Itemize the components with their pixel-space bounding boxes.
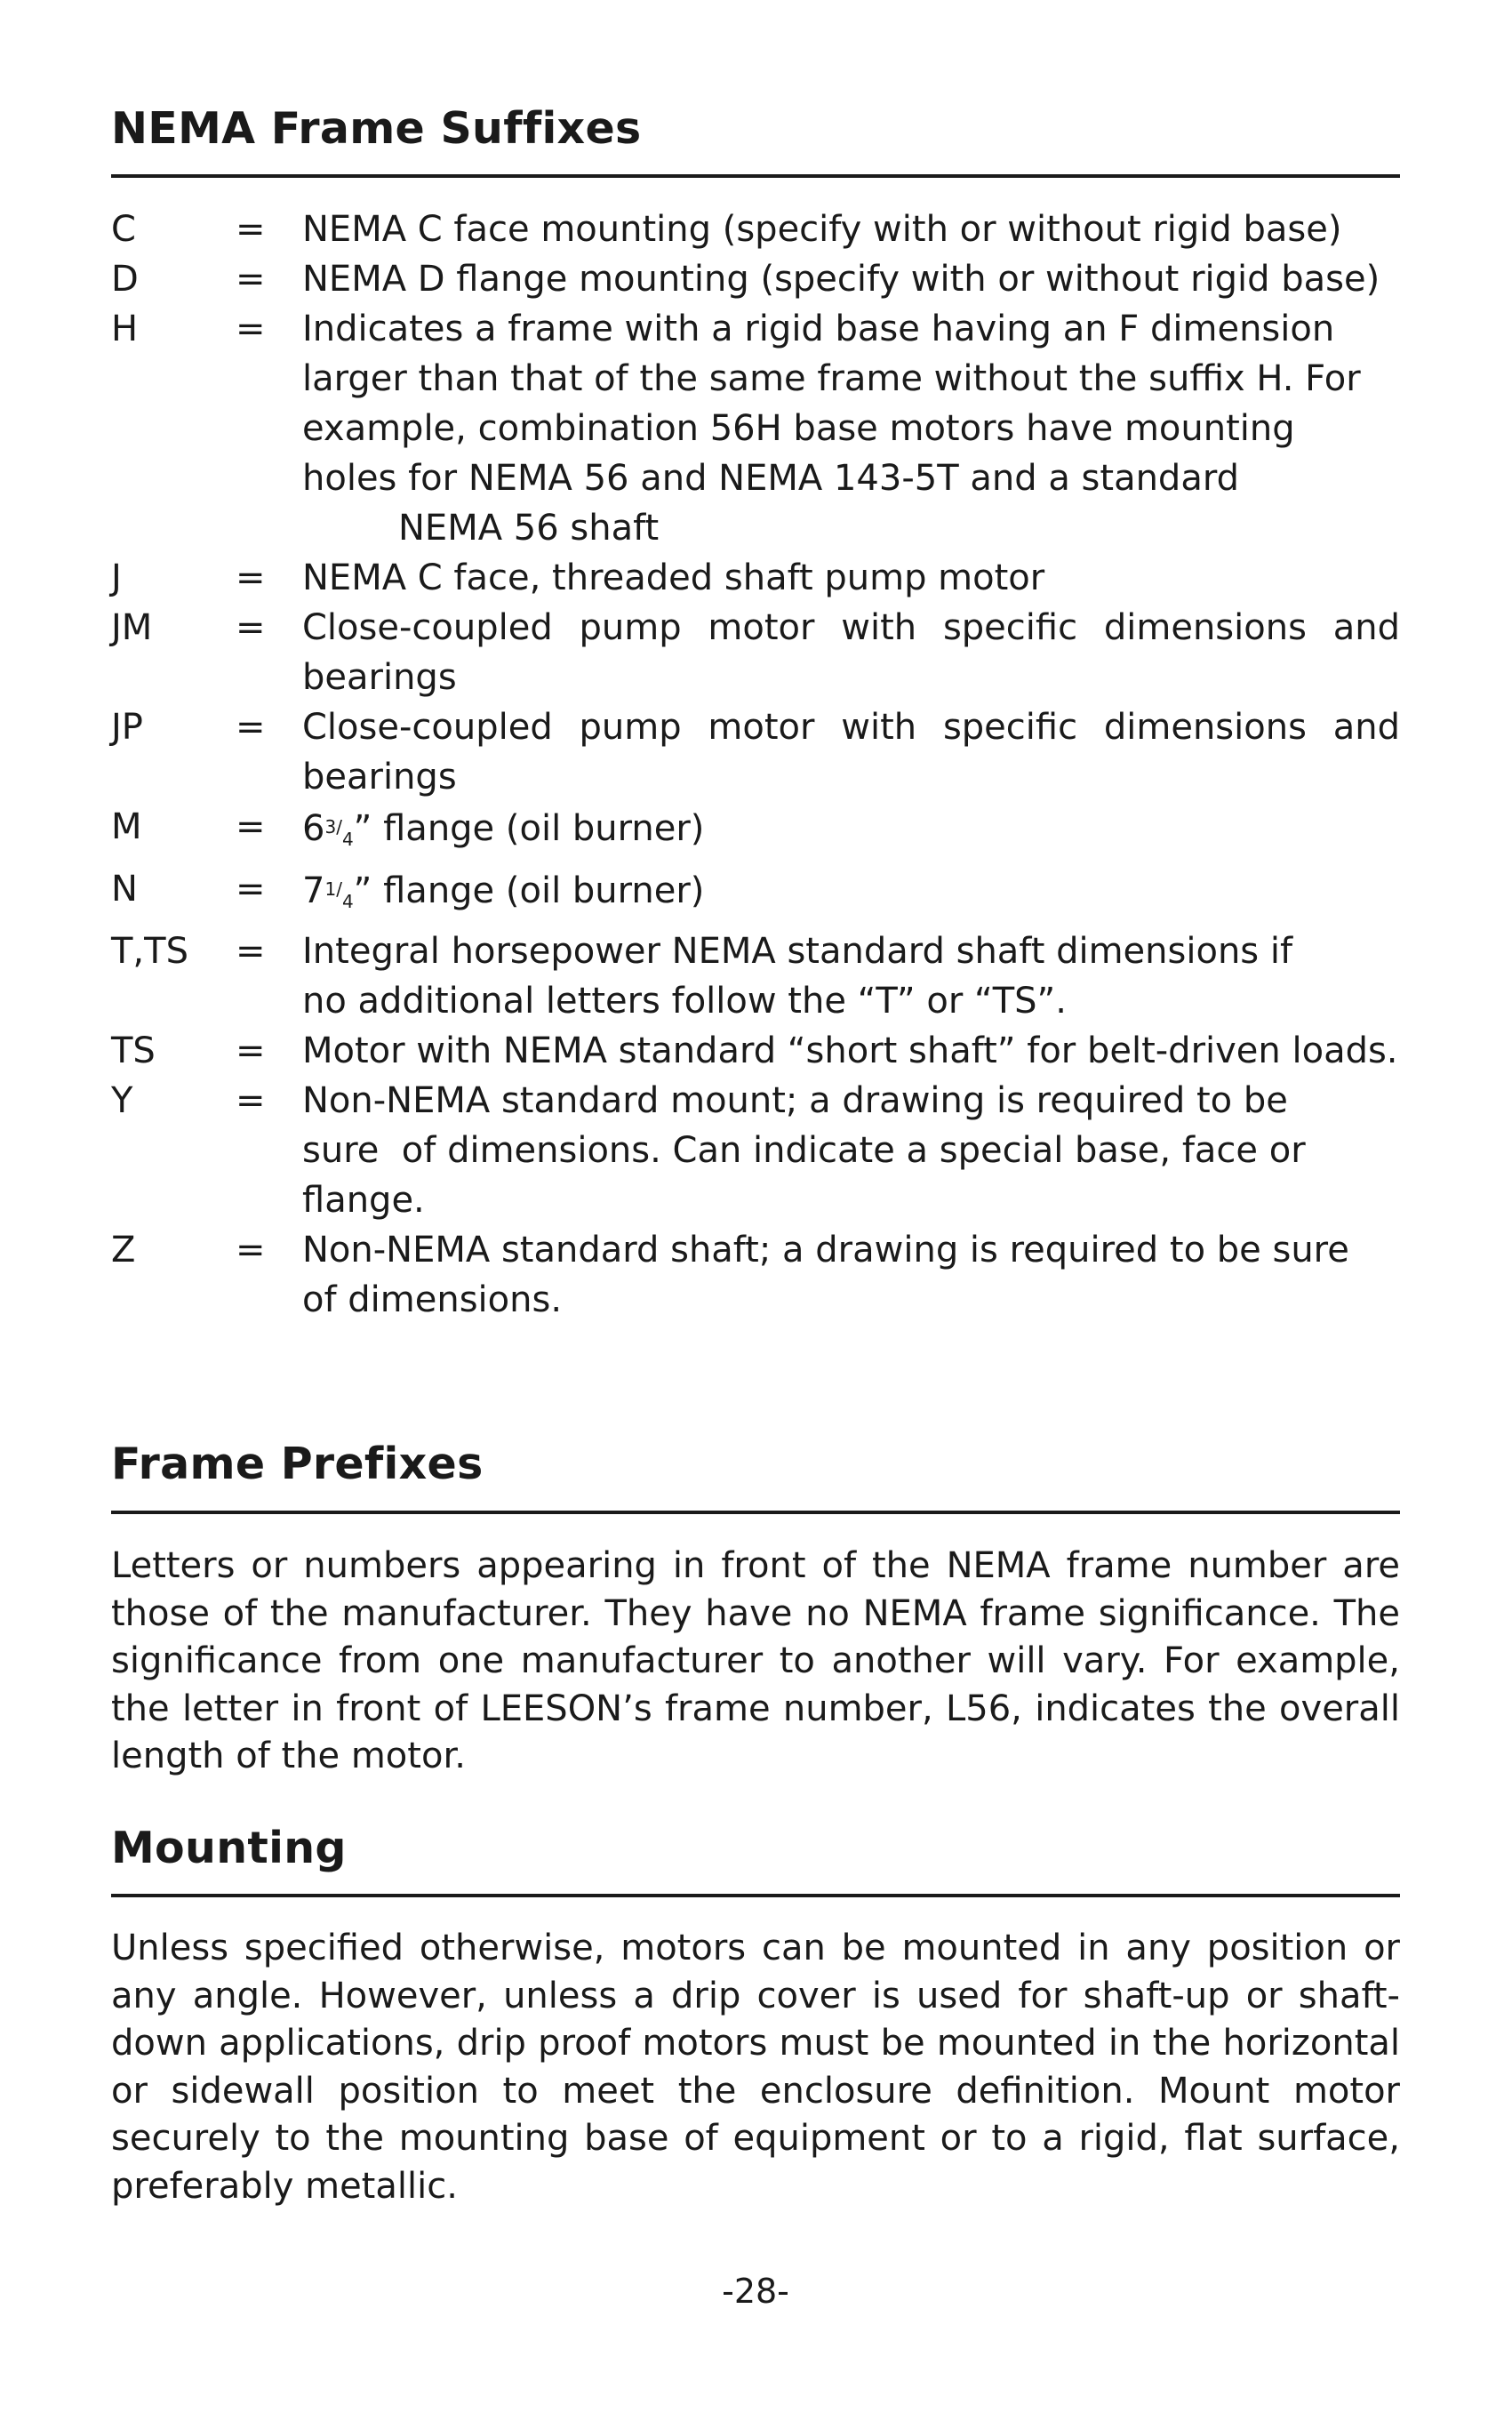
suffix-description-line: flange. — [302, 1180, 425, 1221]
suffix-list — [111, 204, 1400, 1325]
equals-sign: = — [236, 607, 266, 648]
suffix-description-text: ” flange (oil burner) — [353, 870, 705, 911]
equals-sign: = — [236, 1080, 266, 1121]
suffix-code: Y — [111, 1080, 133, 1121]
suffix-description: Motor with NEMA standard “short shaft” for belt-driven loads. — [302, 1030, 1398, 1071]
suffix-description-line: of dimensions. — [302, 1279, 563, 1320]
equals-sign: = — [236, 557, 266, 598]
suffix-description-line: Non-NEMA standard mount; a drawing is required to be — [302, 1080, 1288, 1121]
equals-sign: = — [236, 869, 266, 910]
section-divider — [111, 174, 1400, 178]
suffix-description: NEMA D flange mounting (specify with or without rigid base) — [302, 259, 1380, 300]
section-divider — [111, 1894, 1400, 1897]
suffix-code: T,TS — [111, 931, 188, 972]
suffix-description-line: Non-NEMA standard shaft; a drawing is required to be sure — [302, 1230, 1349, 1271]
equals-sign: = — [236, 259, 266, 300]
suffix-row-jp — [111, 702, 1400, 802]
equals-sign: = — [236, 1030, 266, 1071]
suffix-description — [302, 1225, 1400, 1325]
suffix-row-ts — [111, 1026, 1400, 1076]
suffix-code: D — [111, 259, 139, 300]
suffix-description-line: Indicates a frame with a rigid base having an F dimension larger than that of the same frame without the suffix H. For example, combination 56H base motors have mounting holes for NEMA 56 and NEMA 143-5T and a standard — [302, 309, 1361, 499]
equals-sign: = — [236, 309, 266, 349]
suffix-row-z — [111, 1225, 1400, 1325]
suffix-code: Z — [111, 1230, 136, 1271]
suffix-row-t-ts — [111, 926, 1400, 1026]
suffix-description: Close-coupled pump motor with specific dimensions and bearings — [302, 607, 1400, 698]
suffix-row-m — [111, 802, 1400, 864]
suffix-row-jm — [111, 603, 1400, 702]
fraction-numerator: 1 — [324, 878, 337, 900]
fraction-whole: 6 — [302, 808, 325, 849]
equals-sign: = — [236, 806, 266, 847]
suffix-description-line-indented: NEMA 56 shaft — [398, 508, 660, 549]
suffix-description: $7^{1/}4$” flange (oil burner) — [302, 870, 705, 912]
equals-sign: = — [236, 931, 266, 972]
page-number: -28- — [722, 2272, 789, 2311]
suffix-code: J — [111, 557, 122, 598]
suffix-description: Close-coupled pump motor with specific dimensions and bearings — [302, 707, 1400, 798]
suffix-description-line: sure of dimensions. Can indicate a special base, face or — [302, 1130, 1306, 1171]
suffix-description: NEMA C face mounting (specify with or without rigid base) — [302, 209, 1342, 250]
suffix-description-line: no additional letters follow the “T” or “TS”. — [302, 981, 1067, 1022]
suffix-code: C — [111, 209, 136, 250]
frame-prefixes-paragraph: Letters or numbers appearing in front of the NEMA frame number are those of the manufacturer. They have no NEMA frame significance. The significance from one manufacturer to another will vary. For example, the letter in front of LEESON’s frame number, L56, indicates the overall length of the motor. — [111, 1545, 1400, 1776]
equals-sign: = — [236, 1230, 266, 1271]
suffix-description — [302, 926, 1400, 1026]
section-title-frame-prefixes: Frame Prefixes — [111, 1439, 484, 1489]
section-divider — [111, 1511, 1400, 1514]
equals-sign: = — [236, 209, 266, 250]
fraction-whole: 7 — [302, 870, 325, 911]
suffix-row-n — [111, 864, 1400, 926]
suffix-description — [302, 304, 1400, 553]
suffix-row-d — [111, 254, 1400, 304]
fraction-numerator: 3 — [324, 816, 337, 838]
suffix-row-c — [111, 204, 1400, 254]
suffix-description — [302, 1076, 1400, 1225]
suffix-description-text: ” flange (oil burner) — [353, 808, 705, 849]
section-title-nema-frame-suffixes: NEMA Frame Suffixes — [111, 103, 642, 154]
suffix-code: JM — [111, 607, 153, 648]
fraction-denominator: 4 — [341, 891, 354, 912]
equals-sign: = — [236, 707, 266, 748]
suffix-description-line: Integral horsepower NEMA standard shaft dimensions if — [302, 931, 1293, 972]
suffix-code: M — [111, 806, 142, 847]
section-title-mounting: Mounting — [111, 1823, 347, 1873]
suffix-description: $6^{3/}4$” flange (oil burner) — [302, 808, 705, 850]
suffix-row-h — [111, 304, 1400, 553]
fraction-denominator: 4 — [341, 829, 354, 850]
suffix-code: H — [111, 309, 139, 349]
mounting-paragraph: Unless specified otherwise, motors can be mounted in any position or any angle. However, unless a drip cover is used for shaft-up or shaft-down applications, drip proof motors must be mounted in the horizontal or sidewall position to meet the enclosure definition. Mount motor securely to the mounting base of equipment or to a rigid, flat surface, preferably metallic. — [111, 1928, 1400, 2207]
suffix-code: N — [111, 869, 138, 910]
suffix-code: TS — [111, 1030, 156, 1071]
suffix-code: JP — [111, 707, 143, 748]
suffix-row-j — [111, 553, 1400, 603]
suffix-row-y — [111, 1076, 1400, 1225]
suffix-description: NEMA C face, threaded shaft pump motor — [302, 557, 1045, 598]
